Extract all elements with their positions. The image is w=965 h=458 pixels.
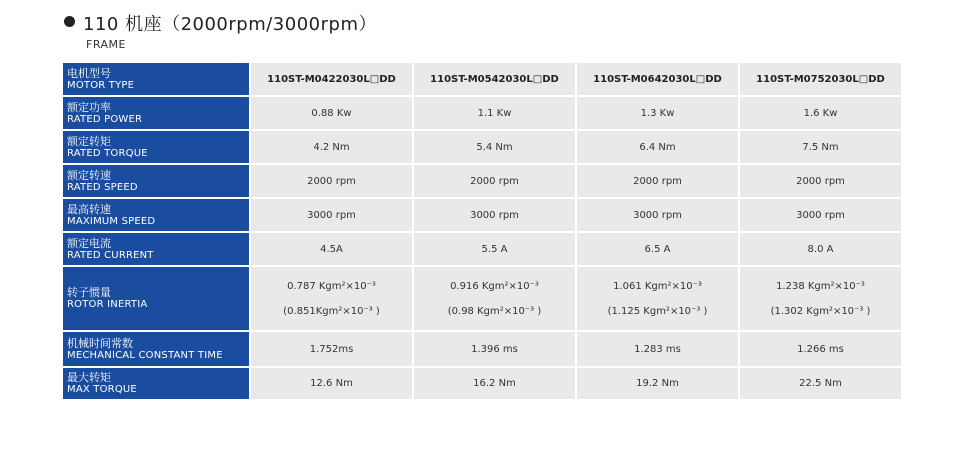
label-en: ROTOR INERTIA bbox=[67, 299, 148, 310]
label-en: MAXIMUM SPEED bbox=[67, 215, 156, 227]
row-label-rated-torque bbox=[63, 131, 249, 163]
label-en: MAX TORQUE bbox=[67, 384, 137, 395]
table-row bbox=[63, 332, 901, 366]
inertia-value: 0.787 Kgm²×10⁻³ bbox=[287, 280, 376, 292]
inertia-value: 1.238 Kgm²×10⁻³ bbox=[776, 280, 865, 292]
table-cell: 1.283 ms bbox=[577, 332, 738, 366]
table-cell: 2000 rpm bbox=[414, 165, 575, 197]
table-cell: 19.2 Nm bbox=[577, 368, 738, 399]
table-cell: 4.2 Nm bbox=[251, 131, 412, 163]
label-en: MOTOR TYPE bbox=[67, 79, 135, 91]
table-cell: 3000 rpm bbox=[577, 199, 738, 231]
table-cell: 1.266 ms bbox=[740, 332, 901, 366]
label-cn: 额定转矩 bbox=[67, 134, 111, 148]
row-label-max-torque bbox=[63, 368, 249, 399]
row-label-mechanical-constant-time bbox=[63, 332, 249, 366]
table-cell: 6.5 A bbox=[577, 233, 738, 265]
label-cn: 额定功率 bbox=[67, 100, 111, 114]
row-label-rated-current bbox=[63, 233, 249, 265]
table-cell: 1.3 Kw bbox=[577, 97, 738, 129]
inertia-value: 0.916 Kgm²×10⁻³ bbox=[450, 280, 539, 292]
row-label-rotor-inertia bbox=[63, 267, 249, 330]
label-cn: 额定电流 bbox=[67, 236, 111, 250]
label-en: RATED POWER bbox=[67, 113, 143, 125]
table-cell: 1.6 Kw bbox=[740, 97, 901, 129]
table-cell: 1.1 Kw bbox=[414, 97, 575, 129]
table-cell: 8.0 A bbox=[740, 233, 901, 265]
column-header: 110ST-M0642030L□DD bbox=[577, 63, 738, 95]
table-row bbox=[63, 131, 901, 163]
bullet-icon bbox=[64, 16, 75, 27]
label-en: MECHANICAL CONSTANT TIME bbox=[67, 349, 223, 361]
spec-table bbox=[61, 61, 903, 401]
label-en: RATED CURRENT bbox=[67, 249, 154, 261]
row-label-rated-power bbox=[63, 97, 249, 129]
inertia-value-alt: (1.302 Kgm²×10⁻³ ) bbox=[770, 305, 871, 317]
label-cn: 转子惯量 bbox=[67, 286, 111, 299]
table-cell: 4.5A bbox=[251, 233, 412, 265]
inertia-value-alt: (1.125 Kgm²×10⁻³ ) bbox=[607, 305, 708, 317]
table-cell: 3000 rpm bbox=[740, 199, 901, 231]
section-title: 110 机座（2000rpm/3000rpm） bbox=[83, 14, 377, 35]
table-cell: 22.5 Nm bbox=[740, 368, 901, 399]
table-row bbox=[63, 267, 901, 330]
table-cell bbox=[577, 267, 738, 330]
table-cell bbox=[740, 267, 901, 330]
row-label-motor-type bbox=[63, 63, 249, 95]
label-cn: 电机型号 bbox=[67, 66, 111, 80]
table-cell: 1.752ms bbox=[251, 332, 412, 366]
table-cell: 2000 rpm bbox=[577, 165, 738, 197]
label-cn: 最大转矩 bbox=[67, 371, 111, 384]
table-cell bbox=[251, 267, 412, 330]
column-header: 110ST-M0752030L□DD bbox=[740, 63, 901, 95]
table-cell: 3000 rpm bbox=[251, 199, 412, 231]
table-cell: 5.4 Nm bbox=[414, 131, 575, 163]
table-header-row bbox=[63, 63, 901, 95]
table-cell: 3000 rpm bbox=[414, 199, 575, 231]
inertia-value: 1.061 Kgm²×10⁻³ bbox=[613, 280, 702, 292]
row-label-rated-speed bbox=[63, 165, 249, 197]
section-subtitle: FRAME bbox=[86, 38, 126, 51]
table-cell: 2000 rpm bbox=[251, 165, 412, 197]
table-cell: 2000 rpm bbox=[740, 165, 901, 197]
table-cell: 1.396 ms bbox=[414, 332, 575, 366]
inertia-value-alt: (0.851Kgm²×10⁻³ ) bbox=[283, 305, 380, 317]
table-cell: 16.2 Nm bbox=[414, 368, 575, 399]
row-label-maximum-speed bbox=[63, 199, 249, 231]
table-cell: 5.5 A bbox=[414, 233, 575, 265]
table-cell: 0.88 Kw bbox=[251, 97, 412, 129]
label-cn: 机械时间常数 bbox=[67, 336, 133, 350]
table-cell: 6.4 Nm bbox=[577, 131, 738, 163]
table-row bbox=[63, 368, 901, 399]
table-cell: 7.5 Nm bbox=[740, 131, 901, 163]
label-en: RATED TORQUE bbox=[67, 147, 148, 159]
inertia-value-alt: (0.98 Kgm²×10⁻³ ) bbox=[447, 305, 542, 317]
label-cn: 最高转速 bbox=[67, 202, 111, 216]
column-header: 110ST-M0422030L□DD bbox=[251, 63, 412, 95]
table-row bbox=[63, 199, 901, 231]
table-row bbox=[63, 165, 901, 197]
section-heading bbox=[64, 10, 377, 51]
label-en: RATED SPEED bbox=[67, 181, 138, 193]
table-cell bbox=[414, 267, 575, 330]
table-row bbox=[63, 97, 901, 129]
label-cn: 额定转速 bbox=[67, 168, 111, 182]
table-row bbox=[63, 233, 901, 265]
table-cell: 12.6 Nm bbox=[251, 368, 412, 399]
column-header: 110ST-M0542030L□DD bbox=[414, 63, 575, 95]
